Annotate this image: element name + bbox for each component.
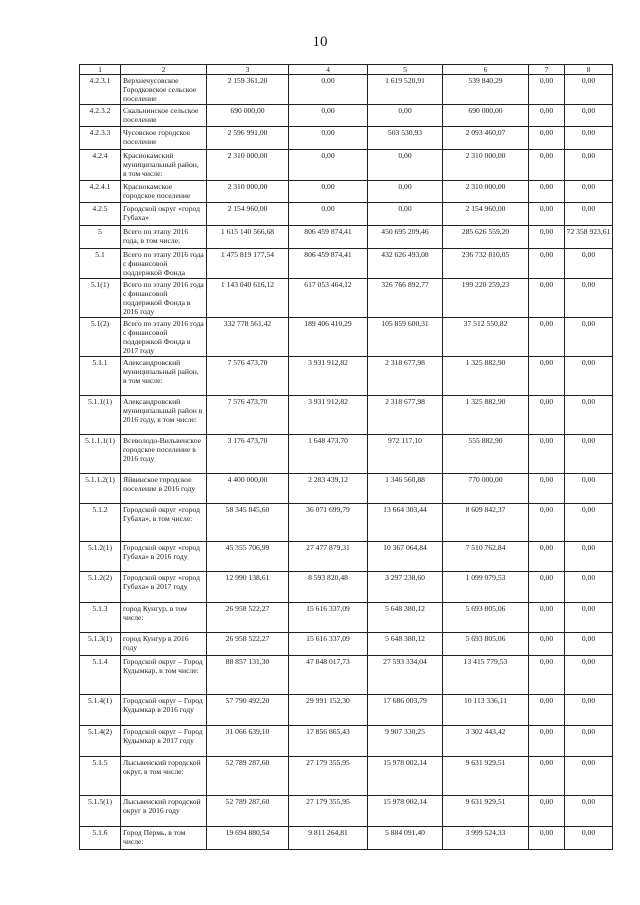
- row-value-cell: 1 325 882,90: [443, 396, 529, 435]
- row-value-cell: 326 766 892,77: [368, 279, 443, 318]
- row-code-cell: 4.2.4: [80, 150, 121, 181]
- row-value-cell: 37 512 550,82: [443, 318, 529, 357]
- row-value-cell: 2 310 000,00: [207, 181, 289, 203]
- row-value-cell: 3 302 443,42: [443, 726, 529, 757]
- row-value-cell: 0,00: [289, 105, 368, 127]
- row-value-cell: 0,00: [565, 603, 613, 633]
- row-value-cell: 806 459 874,41: [289, 226, 368, 249]
- row-value-cell: 5 648 380,12: [368, 603, 443, 633]
- row-value-cell: 0,00: [529, 572, 565, 603]
- row-value-cell: 806 459 874,41: [289, 249, 368, 279]
- row-name-cell: Городской округ «город Губаха» в 2016 году: [121, 542, 207, 572]
- row-code-cell: 5.1.2(2): [80, 572, 121, 603]
- row-value-cell: 0,00: [565, 474, 613, 504]
- row-value-cell: 2 596 991,00: [207, 127, 289, 150]
- row-value-cell: 0,00: [565, 726, 613, 757]
- row-value-cell: 0,00: [529, 396, 565, 435]
- header-cell: 4: [289, 65, 368, 75]
- row-value-cell: 0,00: [565, 542, 613, 572]
- row-value-cell: 617 053 464,12: [289, 279, 368, 318]
- row-code-cell: 5.1.2: [80, 504, 121, 542]
- row-code-cell: 5.1.2(1): [80, 542, 121, 572]
- row-name-cell: Городской округ «город Губаха», в том числе:: [121, 504, 207, 542]
- row-value-cell: 0,00: [565, 656, 613, 695]
- row-value-cell: 47 848 017,73: [289, 656, 368, 695]
- table-row: [80, 203, 613, 226]
- row-value-cell: 13 664 303,44: [368, 504, 443, 542]
- row-value-cell: 972 117,10: [368, 435, 443, 474]
- row-value-cell: 2 093 460,07: [443, 127, 529, 150]
- page-number: 10: [312, 34, 328, 50]
- table-row: [80, 603, 613, 633]
- row-value-cell: 189 406 410,29: [289, 318, 368, 357]
- row-name-cell: Всеволодо-Вильвенское городское поселение в 2016 году: [121, 435, 207, 474]
- header-cell: 5: [368, 65, 443, 75]
- row-value-cell: 0,00: [529, 827, 565, 850]
- row-name-cell: Городской округ «город Губаха» в 2017 году: [121, 572, 207, 603]
- row-code-cell: 5.1.1.1(1): [80, 435, 121, 474]
- row-name-cell: Краснокамское городское поселение: [121, 181, 207, 203]
- row-value-cell: 0,00: [289, 150, 368, 181]
- row-value-cell: 0,00: [529, 249, 565, 279]
- row-value-cell: 555 882,90: [443, 435, 529, 474]
- table-row: [80, 279, 613, 318]
- row-name-cell: Город Пермь, в том числе:: [121, 827, 207, 850]
- row-value-cell: 4 400 000,00: [207, 474, 289, 504]
- row-value-cell: 1 346 560,88: [368, 474, 443, 504]
- header-cell: 2: [121, 65, 207, 75]
- row-value-cell: 10 113 336,11: [443, 695, 529, 726]
- row-value-cell: 31 066 639,10: [207, 726, 289, 757]
- row-code-cell: 5.1.6: [80, 827, 121, 850]
- row-name-cell: Верхнечусовское Городковское сельское поселение: [121, 75, 207, 105]
- row-value-cell: 236 732 810,05: [443, 249, 529, 279]
- table-row: [80, 150, 613, 181]
- header-cell: 3: [207, 65, 289, 75]
- row-value-cell: 17 686 003,79: [368, 695, 443, 726]
- row-value-cell: 0,00: [565, 127, 613, 150]
- header-cell: 1: [80, 65, 121, 75]
- row-value-cell: 52 789 287,60: [207, 757, 289, 796]
- row-value-cell: 5 693 805,06: [443, 603, 529, 633]
- row-value-cell: 9 631 929,51: [443, 757, 529, 796]
- row-value-cell: 52 789 287,60: [207, 796, 289, 827]
- row-value-cell: 12 990 138,61: [207, 572, 289, 603]
- table-row: [80, 127, 613, 150]
- row-value-cell: 0,00: [529, 542, 565, 572]
- row-value-cell: 105 859 600,31: [368, 318, 443, 357]
- row-value-cell: 0,00: [289, 75, 368, 105]
- table-row: [80, 656, 613, 695]
- row-value-cell: 27 179 355,95: [289, 757, 368, 796]
- row-value-cell: 0,00: [529, 726, 565, 757]
- row-value-cell: 15 978 002,14: [368, 796, 443, 827]
- row-value-cell: 2 154 960,00: [207, 203, 289, 226]
- row-value-cell: 1 615 140 566,68: [207, 226, 289, 249]
- row-value-cell: 432 626 493,08: [368, 249, 443, 279]
- row-value-cell: 0,00: [289, 127, 368, 150]
- table-row: [80, 318, 613, 357]
- row-code-cell: 5.1.3: [80, 603, 121, 633]
- row-value-cell: 3 931 912,82: [289, 396, 368, 435]
- row-value-cell: 0,00: [529, 435, 565, 474]
- row-value-cell: 2 310 000,00: [443, 181, 529, 203]
- row-name-cell: Всего по этапу 2016 года, в том числе:: [121, 226, 207, 249]
- row-value-cell: 13 415 779,53: [443, 656, 529, 695]
- row-value-cell: 0,00: [565, 695, 613, 726]
- row-value-cell: 690 000,00: [443, 105, 529, 127]
- row-value-cell: 0,00: [529, 181, 565, 203]
- row-name-cell: Лысьвенский городской округ, в том числе:: [121, 757, 207, 796]
- row-value-cell: 0,00: [565, 396, 613, 435]
- row-name-cell: Краснокамский муниципальный район, в том числе:: [121, 150, 207, 181]
- row-value-cell: 58 345 845,60: [207, 504, 289, 542]
- row-value-cell: 0,00: [565, 796, 613, 827]
- row-value-cell: 5 884 091,40: [368, 827, 443, 850]
- table-row: [80, 695, 613, 726]
- row-value-cell: 1 648 473,70: [289, 435, 368, 474]
- table-row: [80, 249, 613, 279]
- row-value-cell: 0,00: [565, 150, 613, 181]
- row-value-cell: 0,00: [368, 181, 443, 203]
- table-row: [80, 796, 613, 827]
- row-name-cell: Городской округ «город Губаха»: [121, 203, 207, 226]
- row-name-cell: Александровский муниципальный район в 2016 году, в том числе:: [121, 396, 207, 435]
- row-value-cell: 539 840,29: [443, 75, 529, 105]
- table-row: [80, 474, 613, 504]
- row-name-cell: Всего по этапу 2016 года с финансовой поддержкой Фонда: [121, 249, 207, 279]
- table-row: [80, 75, 613, 105]
- row-value-cell: 9 907 330,25: [368, 726, 443, 757]
- data-table: [79, 64, 613, 850]
- row-value-cell: 36 071 699,79: [289, 504, 368, 542]
- row-value-cell: 0,00: [565, 504, 613, 542]
- row-value-cell: 27 593 334,04: [368, 656, 443, 695]
- table-row: [80, 633, 613, 656]
- row-value-cell: 0,00: [529, 504, 565, 542]
- row-code-cell: 5.1.4(2): [80, 726, 121, 757]
- table-row: [80, 504, 613, 542]
- row-value-cell: 15 616 337,09: [289, 633, 368, 656]
- row-value-cell: 2 283 439,12: [289, 474, 368, 504]
- row-value-cell: 2 318 677,98: [368, 396, 443, 435]
- row-value-cell: 0,00: [529, 226, 565, 249]
- row-name-cell: Городской округ – Город Кудымкар в 2017 году: [121, 726, 207, 757]
- row-code-cell: 5.1.1: [80, 357, 121, 396]
- row-name-cell: Лысьвенский городской округ в 2016 году: [121, 796, 207, 827]
- row-value-cell: 690 000,00: [207, 105, 289, 127]
- row-value-cell: 1 143 040 616,12: [207, 279, 289, 318]
- row-value-cell: 88 857 131,30: [207, 656, 289, 695]
- row-value-cell: 0,00: [529, 633, 565, 656]
- row-value-cell: 0,00: [565, 203, 613, 226]
- row-value-cell: 10 367 064,84: [368, 542, 443, 572]
- row-value-cell: 26 958 522,27: [207, 633, 289, 656]
- table-row: [80, 396, 613, 435]
- row-code-cell: 5.1.4(1): [80, 695, 121, 726]
- row-value-cell: 0,00: [529, 279, 565, 318]
- table-row: [80, 757, 613, 796]
- header-cell: 7: [529, 65, 565, 75]
- row-value-cell: 0,00: [529, 203, 565, 226]
- row-value-cell: 26 958 522,27: [207, 603, 289, 633]
- row-code-cell: 5.1.1(1): [80, 396, 121, 435]
- row-value-cell: 0,00: [529, 474, 565, 504]
- row-value-cell: 2 310 000,00: [443, 150, 529, 181]
- row-value-cell: 29 991 152,30: [289, 695, 368, 726]
- row-value-cell: 2 310 000,00: [207, 150, 289, 181]
- row-value-cell: 0,00: [529, 796, 565, 827]
- row-value-cell: 1 325 882,90: [443, 357, 529, 396]
- table-row: [80, 181, 613, 203]
- row-value-cell: 57 790 492,20: [207, 695, 289, 726]
- row-value-cell: 0,00: [529, 127, 565, 150]
- header-cell: 6: [443, 65, 529, 75]
- row-code-cell: 5.1.5: [80, 757, 121, 796]
- row-value-cell: 27 179 355,95: [289, 796, 368, 827]
- row-code-cell: 4.2.3.2: [80, 105, 121, 127]
- table-row: [80, 542, 613, 572]
- row-value-cell: 332 778 561,42: [207, 318, 289, 357]
- row-code-cell: 5.1.3(1): [80, 633, 121, 656]
- row-value-cell: 27 477 879,31: [289, 542, 368, 572]
- table-row: [80, 726, 613, 757]
- row-value-cell: 19 694 880,54: [207, 827, 289, 850]
- table-row: [80, 105, 613, 127]
- row-value-cell: 0,00: [565, 75, 613, 105]
- row-value-cell: 0,00: [565, 181, 613, 203]
- row-name-cell: город Кунгур в 2016 году: [121, 633, 207, 656]
- row-value-cell: 0,00: [565, 633, 613, 656]
- row-value-cell: 15 978 002,14: [368, 757, 443, 796]
- row-value-cell: 0,00: [565, 279, 613, 318]
- row-name-cell: Александровский муниципальный район, в том числе:: [121, 357, 207, 396]
- row-value-cell: 1 619 520,91: [368, 75, 443, 105]
- row-value-cell: 0,00: [368, 105, 443, 127]
- row-name-cell: Чусовское городское поселение: [121, 127, 207, 150]
- row-value-cell: 0,00: [368, 203, 443, 226]
- row-value-cell: 3 297 238,60: [368, 572, 443, 603]
- row-value-cell: 0,00: [529, 603, 565, 633]
- row-name-cell: Скальнинское сельское поселение: [121, 105, 207, 127]
- table-body: [80, 65, 613, 850]
- header-cell: 8: [565, 65, 613, 75]
- table-row: [80, 572, 613, 603]
- row-value-cell: 285 626 559,20: [443, 226, 529, 249]
- row-value-cell: 503 530,93: [368, 127, 443, 150]
- row-name-cell: город Кунгур, в том числе:: [121, 603, 207, 633]
- row-value-cell: 0,00: [529, 150, 565, 181]
- row-code-cell: 5.1.5(1): [80, 796, 121, 827]
- row-value-cell: 3 931 912,82: [289, 357, 368, 396]
- table-row: [80, 226, 613, 249]
- row-code-cell: 4.2.3.1: [80, 75, 121, 105]
- row-code-cell: 5.1(1): [80, 279, 121, 318]
- row-value-cell: 0,00: [529, 105, 565, 127]
- row-value-cell: 0,00: [529, 757, 565, 796]
- row-name-cell: Яйвинское городское поселение в 2016 году: [121, 474, 207, 504]
- row-value-cell: 7 510 762,84: [443, 542, 529, 572]
- row-value-cell: 5 693 805,06: [443, 633, 529, 656]
- row-value-cell: 0,00: [565, 757, 613, 796]
- row-value-cell: 770 000,00: [443, 474, 529, 504]
- row-value-cell: 9 811 264,81: [289, 827, 368, 850]
- row-value-cell: 0,00: [529, 695, 565, 726]
- row-value-cell: 0,00: [289, 181, 368, 203]
- row-value-cell: 0,00: [565, 357, 613, 396]
- row-value-cell: 0,00: [289, 203, 368, 226]
- table-row: [80, 435, 613, 474]
- table-row: [80, 827, 613, 850]
- row-code-cell: 5.1(2): [80, 318, 121, 357]
- row-value-cell: 0,00: [529, 75, 565, 105]
- row-value-cell: 0,00: [529, 656, 565, 695]
- row-value-cell: 1 099 079,53: [443, 572, 529, 603]
- row-code-cell: 5.1: [80, 249, 121, 279]
- row-value-cell: 2 318 677,98: [368, 357, 443, 396]
- row-value-cell: 8 609 842,37: [443, 504, 529, 542]
- row-value-cell: 7 576 473,70: [207, 357, 289, 396]
- row-name-cell: Всего по этапу 2016 года с финансовой поддержкой Фонда в 2017 году: [121, 318, 207, 357]
- row-value-cell: 17 856 865,43: [289, 726, 368, 757]
- row-value-cell: 5 648 380,12: [368, 633, 443, 656]
- row-value-cell: 0,00: [529, 357, 565, 396]
- row-value-cell: 8 593 820,48: [289, 572, 368, 603]
- row-value-cell: 0,00: [529, 318, 565, 357]
- row-name-cell: Городской округ – Город Кудымкар, в том числе:: [121, 656, 207, 695]
- row-value-cell: 2 154 960,00: [443, 203, 529, 226]
- row-value-cell: 1 475 819 177,54: [207, 249, 289, 279]
- row-name-cell: Всего по этапу 2016 года с финансовой поддержкой Фонда в 2016 году: [121, 279, 207, 318]
- row-value-cell: 9 631 929,51: [443, 796, 529, 827]
- row-value-cell: 0,00: [368, 150, 443, 181]
- row-value-cell: 45 355 706,99: [207, 542, 289, 572]
- row-code-cell: 4.2.4.1: [80, 181, 121, 203]
- row-name-cell: Городской округ – Город Кудымкар в 2016 году: [121, 695, 207, 726]
- row-code-cell: 5.1.4: [80, 656, 121, 695]
- row-value-cell: 0,00: [565, 572, 613, 603]
- row-value-cell: 15 616 337,09: [289, 603, 368, 633]
- row-code-cell: 5: [80, 226, 121, 249]
- row-value-cell: 7 576 473,70: [207, 396, 289, 435]
- row-code-cell: 4.2.5: [80, 203, 121, 226]
- row-value-cell: 3 999 524,33: [443, 827, 529, 850]
- row-code-cell: 5.1.1.2(1): [80, 474, 121, 504]
- table-row: [80, 357, 613, 396]
- row-value-cell: 0,00: [565, 249, 613, 279]
- row-value-cell: 450 695 209,46: [368, 226, 443, 249]
- row-value-cell: 3 176 473,70: [207, 435, 289, 474]
- row-value-cell: 0,00: [565, 318, 613, 357]
- row-value-cell: 0,00: [565, 105, 613, 127]
- row-value-cell: 2 159 361,20: [207, 75, 289, 105]
- header-row: [80, 65, 613, 75]
- row-value-cell: 0,00: [565, 435, 613, 474]
- row-value-cell: 72 358 923,61: [565, 226, 613, 249]
- row-code-cell: 4.2.3.3: [80, 127, 121, 150]
- row-value-cell: 199 220 259,23: [443, 279, 529, 318]
- row-value-cell: 0,00: [565, 827, 613, 850]
